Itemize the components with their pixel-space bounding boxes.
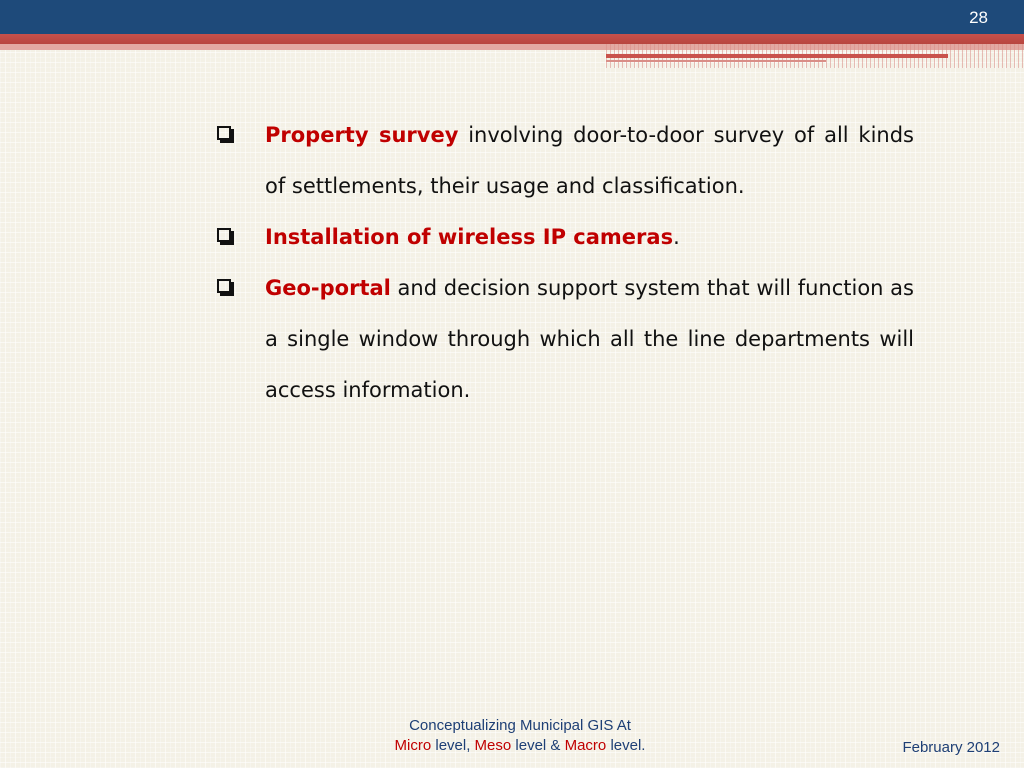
bullet-highlight: Geo-portal (265, 276, 391, 300)
bullet-item (214, 110, 914, 212)
footer-title (350, 716, 690, 756)
slide-number: 28 (969, 8, 988, 27)
footer-level-1: level, (431, 737, 475, 754)
footer-line-2 (350, 736, 690, 756)
bullet-highlight: Installation of wireless IP cameras (265, 225, 674, 249)
bullet-text: and decision support system that will function as a single window through which all the line departments will access information. (265, 276, 914, 402)
slide-body (214, 110, 914, 416)
footer-level-3: level. (606, 737, 646, 754)
checkbox-bullet-icon (217, 279, 231, 293)
decorative-lines (606, 44, 1024, 68)
footer-level-2: level & (511, 737, 565, 754)
header-bar (0, 0, 1024, 34)
checkbox-bullet-icon (217, 126, 231, 140)
footer-macro: Macro (564, 737, 607, 754)
bullet-item (214, 263, 914, 416)
checkbox-bullet-icon (217, 228, 231, 242)
footer-line-1: Conceptualizing Municipal GIS At (409, 717, 631, 734)
bullet-text: . (673, 225, 680, 249)
accent-stripe (0, 34, 1024, 44)
footer-micro: Micro (394, 737, 432, 754)
bullet-highlight: Property survey (265, 123, 459, 147)
footer-date: February 2012 (902, 739, 1000, 756)
footer-meso: Meso (474, 737, 512, 754)
bullet-item (214, 212, 914, 263)
bullet-text: involving door-to-door survey of all kinds of settlements, their usage and classification. (265, 123, 914, 198)
